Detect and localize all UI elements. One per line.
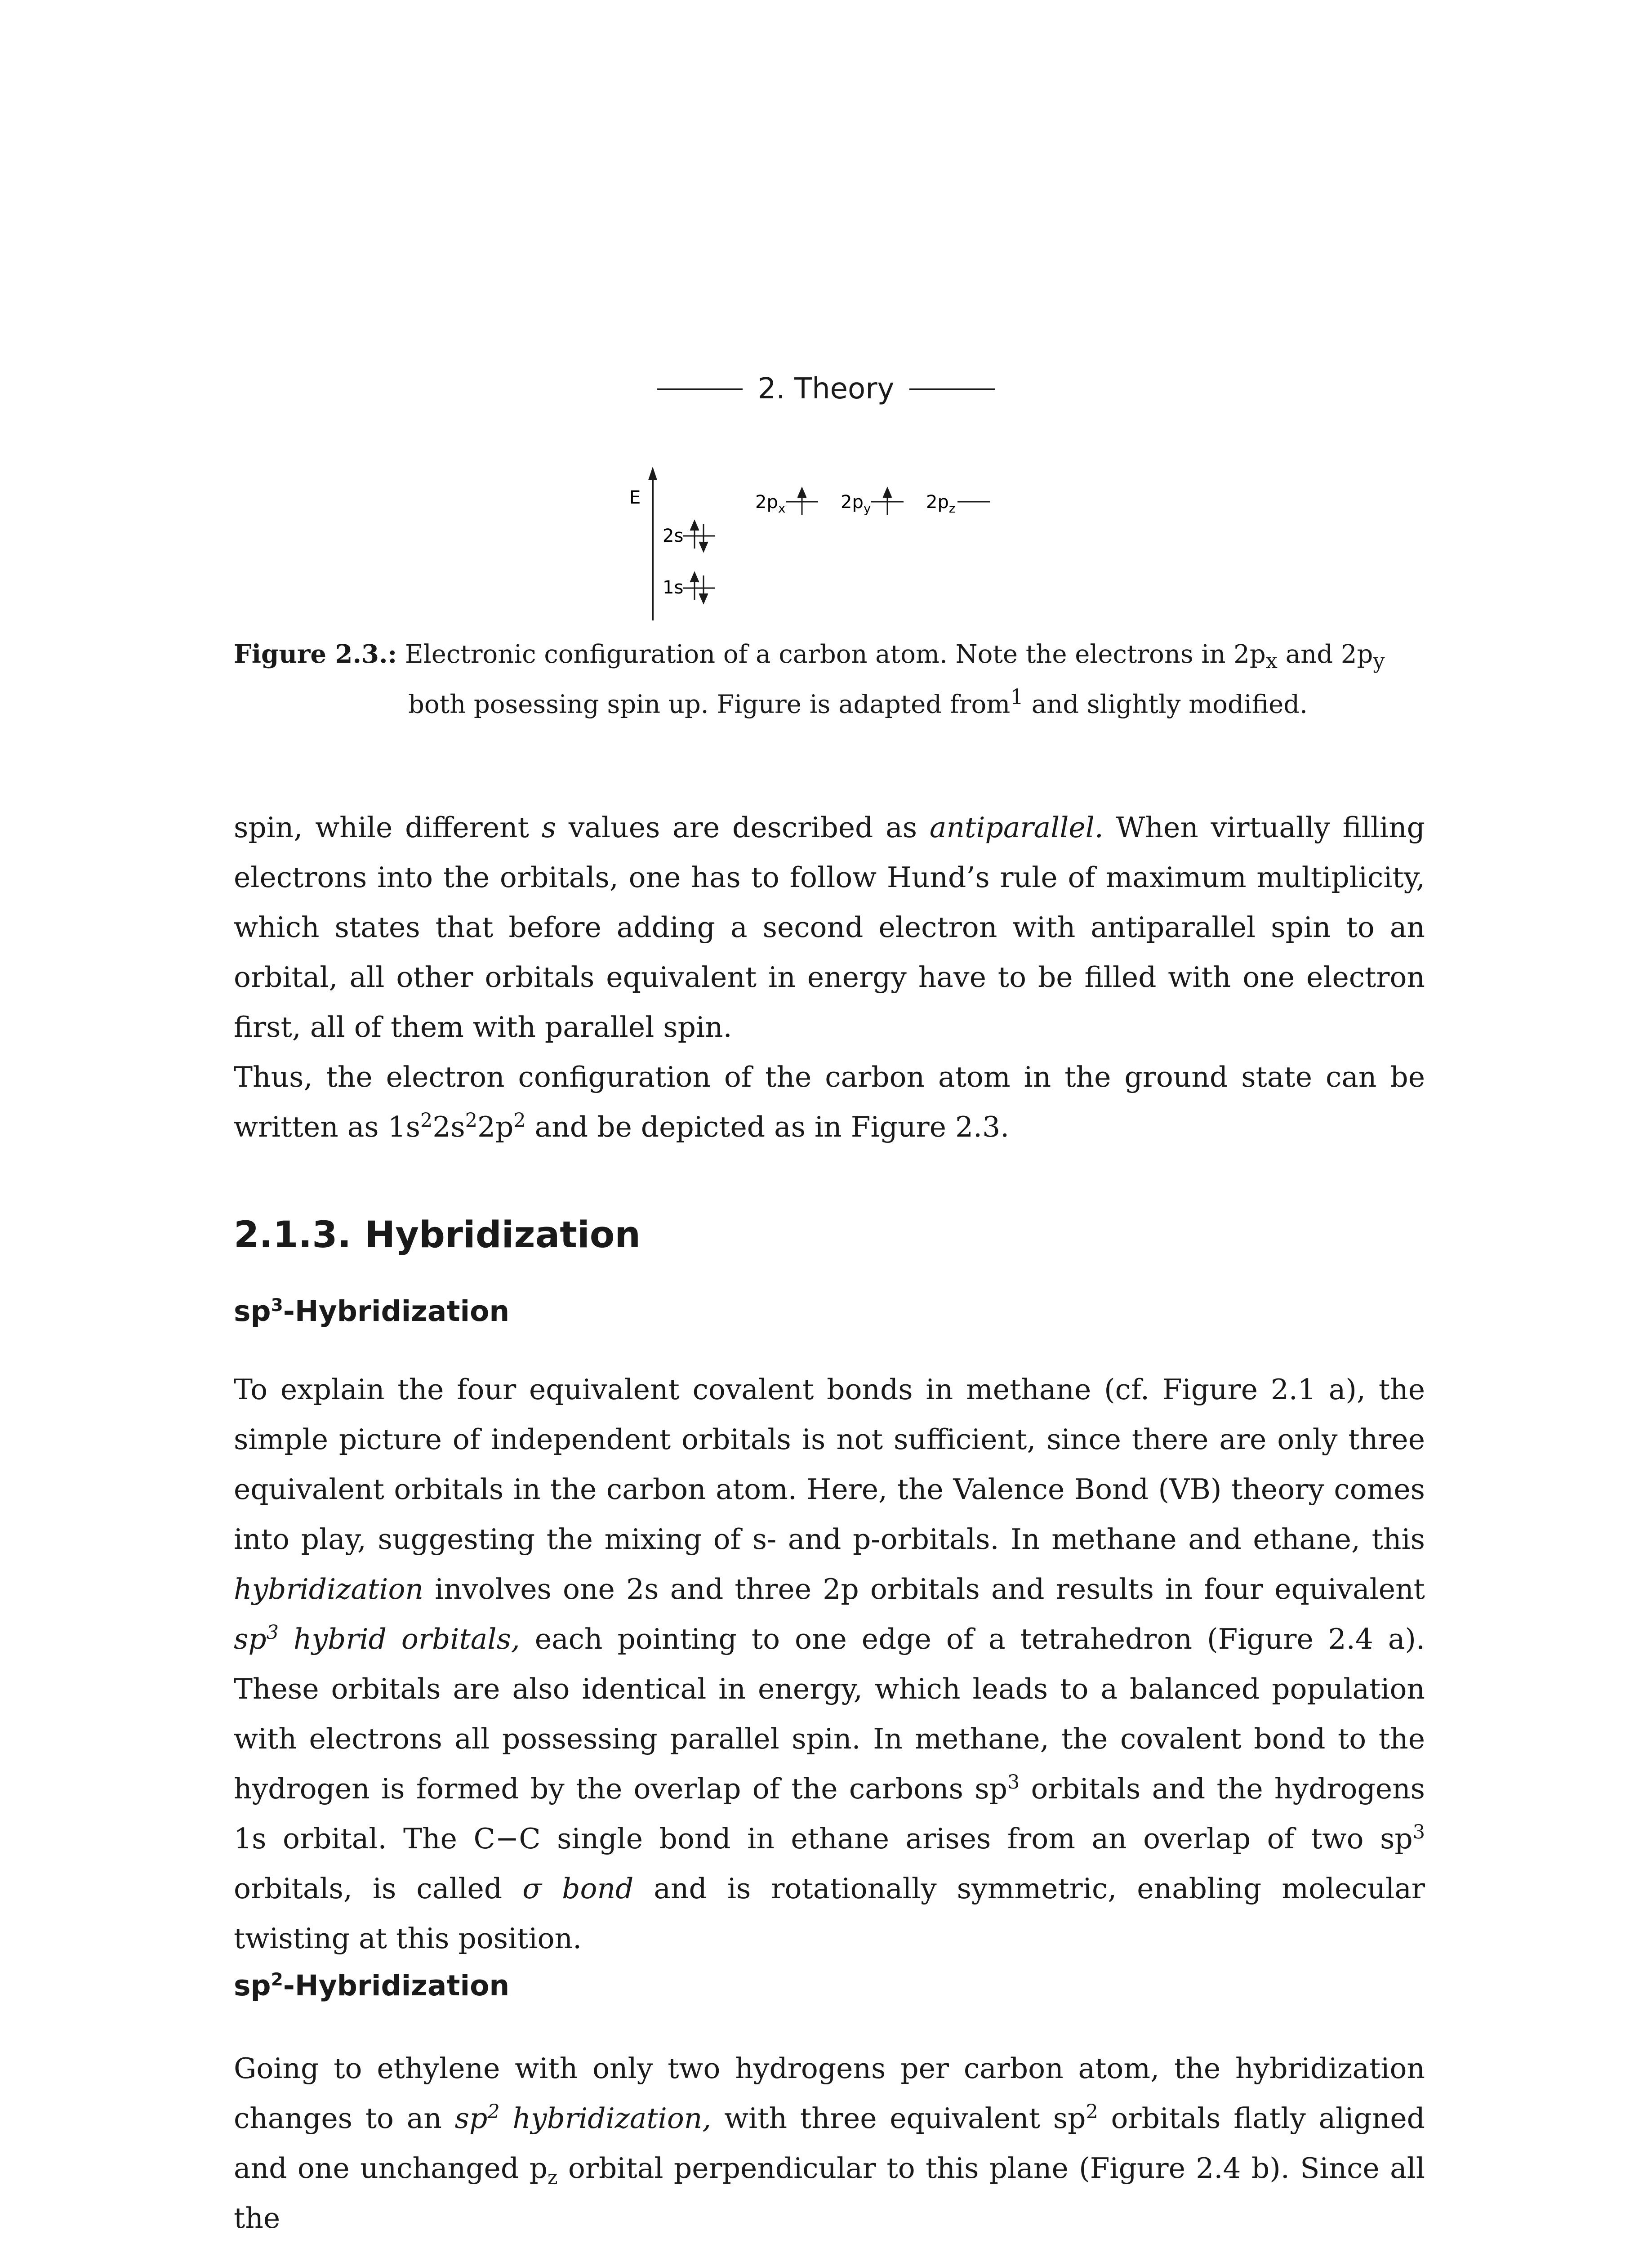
emphasis-term: hybridization	[234, 1573, 423, 1606]
superscript: 2	[271, 1970, 283, 1990]
superscript: 2	[513, 1109, 526, 1132]
body-paragraph	[234, 1052, 1425, 1152]
emphasis-term	[455, 2102, 712, 2135]
orbital-energy-diagram	[616, 463, 1065, 634]
spin-variable: s	[541, 811, 557, 844]
heading-text: sp	[234, 1295, 271, 1328]
energy-axis-arrowhead	[648, 467, 657, 480]
subsection-heading-sp2	[234, 1969, 509, 2002]
superscript: 2	[487, 2101, 500, 2123]
text-run: spin, while different	[234, 811, 542, 844]
heading-text: sp	[234, 1969, 271, 2002]
level-2px	[755, 488, 818, 516]
level-2s	[663, 521, 715, 551]
level-1s	[663, 573, 715, 603]
text-run: values are described as	[556, 811, 930, 844]
text-run: and be depicted as in Figure 2.3.	[525, 1111, 1010, 1143]
caption-text: and slightly modified.	[1023, 690, 1308, 719]
caption-sub-x: x	[1265, 649, 1278, 674]
text-run: orbitals flatly aligned and one unchanged p	[234, 2102, 1425, 2185]
emphasis-term	[234, 1623, 520, 1655]
section-number: 2.1.3.	[234, 1214, 352, 1256]
text-run: each pointing to one edge of a tetrahedron (Figure 2.4 a). These orbitals are also identical in energy, which leads to a balanced population with electrons all possessing parallel spin. In methane, the covalent bond to the hydrogen is formed by the overlap of the carbons sp	[234, 1623, 1425, 1805]
level-2py-label: $2p_y$	[841, 492, 871, 516]
body-paragraph	[234, 803, 1425, 1052]
section-title: Hybridization	[365, 1214, 641, 1256]
superscript: 3	[1007, 1771, 1020, 1793]
header-rule-left	[657, 388, 743, 390]
figure-caption	[234, 636, 1425, 723]
heading-text: -Hybridization	[283, 1295, 510, 1328]
text-run: To explain the four equivalent covalent bonds in methane (cf. Figure 2.1 a), the simple picture of independent orbitals is not sufficient, since there are only three equivalent orbitals in the carbon atom. Here, the Valence Bond (VB) theory comes into play, suggesting the mixing of s- and p-orbitals. In methane and ethane, this	[234, 1373, 1425, 1556]
text-run: orbitals and the hydrogens 1s orbital. The C−C single bond in ethane arises from an overlap of two sp	[234, 1772, 1425, 1855]
superscript: 3	[1412, 1821, 1425, 1843]
level-2pz-label: $2p_z$	[926, 492, 956, 516]
text-run: and is rotationally symmetric, enabling molecular twisting at this position.	[234, 1872, 1425, 1955]
emphasis-term: σ bond	[522, 1872, 634, 1905]
electron-1s-down-icon	[699, 575, 708, 603]
text-run: hybrid orbitals,	[278, 1623, 520, 1655]
electron-1s-up-icon	[690, 573, 699, 600]
figure-caption-label: Figure 2.3.:	[234, 639, 397, 669]
body-paragraph	[234, 2043, 1425, 2243]
level-2py	[841, 488, 904, 516]
caption-text: and 2p	[1277, 640, 1373, 669]
body-paragraph	[234, 1365, 1425, 1963]
header-rule-right	[909, 388, 995, 390]
text-run: 2s	[432, 1111, 465, 1143]
text-run: Thus, the electron configuration of the carbon atom in the ground state can be written as 1s	[234, 1061, 1425, 1143]
level-2px-label: $2p_x$	[755, 492, 786, 516]
text-run: sp	[454, 2102, 488, 2135]
superscript: 2	[420, 1109, 433, 1132]
caption-text: Electronic configuration of a carbon atom. Note the electrons in 2p	[397, 640, 1266, 669]
text-run: orbitals, is called	[234, 1872, 523, 1905]
level-1s-label: 1s	[663, 577, 684, 598]
text-run: with three equivalent sp	[711, 2102, 1086, 2135]
superscript: 3	[271, 1295, 283, 1316]
energy-axis-label: E	[629, 487, 641, 508]
subsection-heading-sp3	[234, 1295, 509, 1328]
level-2s-label: 2s	[663, 526, 684, 546]
subscript: z	[547, 2166, 558, 2189]
text-run: 2p	[477, 1111, 514, 1143]
electron-2s-up-icon	[690, 521, 699, 549]
running-header	[0, 366, 1652, 411]
electron-2s-down-icon	[699, 524, 708, 551]
level-2pz	[926, 492, 990, 516]
text-run: sp	[234, 1623, 267, 1655]
superscript: 2	[465, 1109, 477, 1132]
text-run: involves one 2s and three 2p orbitals and results in four equivalent	[423, 1573, 1425, 1606]
citation-ref: 1	[1010, 685, 1024, 710]
caption-sub-y: y	[1373, 649, 1385, 674]
emphasis-term: antiparallel.	[929, 811, 1104, 844]
text-run: When virtually filling electrons into the orbitals, one has to follow Hund’s rule of maximum multiplicity, which states that before adding a second electron with antiparallel spin to an orbital, all other orbitals equivalent in energy have to be filled with one electron first, all of them with parallel spin.	[234, 811, 1425, 1044]
heading-text: -Hybridization	[283, 1969, 510, 2002]
superscript: 2	[1086, 2101, 1098, 2123]
text-run: orbital perpendicular to this plane (Figure 2.4 b). Since all the	[234, 2152, 1425, 2235]
superscript: 3	[266, 1621, 279, 1644]
text-run: Going to ethylene with only two hydrogens per carbon atom, the hybridization changes to an	[234, 2052, 1425, 2135]
section-heading	[234, 1214, 641, 1256]
text-run: hybridization,	[499, 2102, 712, 2135]
caption-text: both posessing spin up. Figure is adapted from	[408, 690, 1011, 719]
running-header-title: 2. Theory	[757, 372, 895, 406]
